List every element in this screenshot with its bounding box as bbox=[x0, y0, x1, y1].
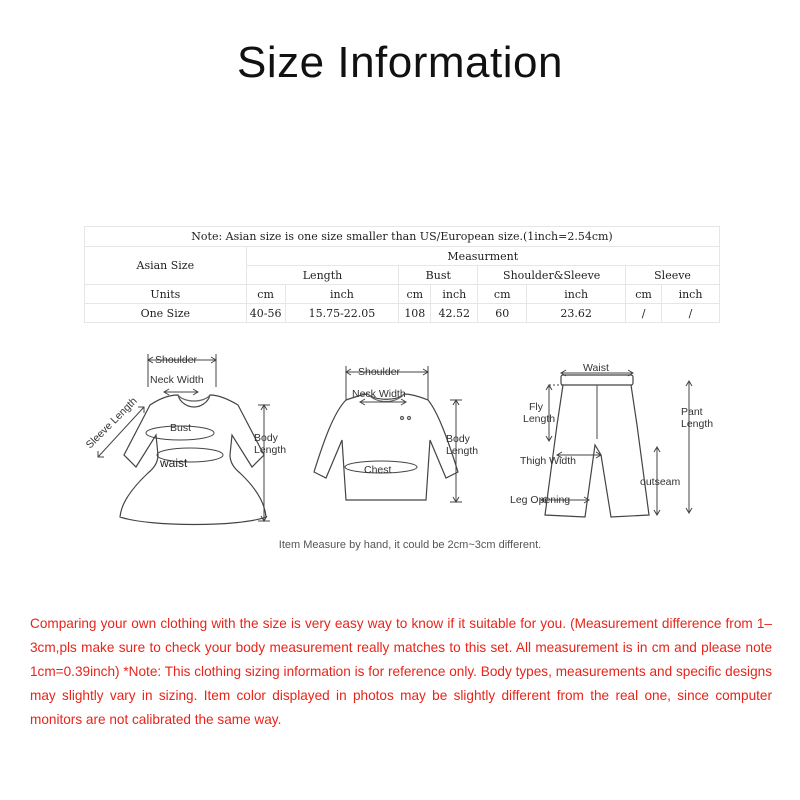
pants-pant-length-label-1: Pant bbox=[681, 406, 703, 418]
dress-body-length-label-1: Body bbox=[254, 432, 278, 444]
group-header-bust: Bust bbox=[399, 266, 478, 285]
group-header-shoulder-sleeve: Shoulder&Sleeve bbox=[478, 266, 626, 285]
unit-cell: inch bbox=[431, 285, 478, 304]
unit-cell: cm bbox=[246, 285, 285, 304]
asian-size-header: Asian Size bbox=[85, 247, 247, 285]
value-cell: 40-56 bbox=[246, 304, 285, 323]
value-cell: 60 bbox=[478, 304, 527, 323]
value-cell: / bbox=[662, 304, 720, 323]
pants-diagram bbox=[505, 355, 725, 535]
disclaimer-text: Comparing your own clothing with the size is very easy way to know if it suitable for you. (Measurement difference from 1– 3cm,pls make sure to check your body measurement really matches to this set. All measurement is in cm and please note 1cm=0.39inch) *Note: This clothing sizing information is for reference only. Body types, measurements and specific designs may slightly vary in sizing. Item color displayed in photos may be slightly different from the real one, since computer monitors are not calibrated the same way. bbox=[30, 616, 772, 727]
dress-neck-width-label: Neck Width bbox=[150, 374, 204, 386]
pants-thigh-width-label: Thigh Width bbox=[520, 455, 577, 467]
unit-cell: cm bbox=[399, 285, 431, 304]
unit-cell: cm bbox=[626, 285, 662, 304]
value-cell: 42.52 bbox=[431, 304, 478, 323]
dress-waist-label: waist bbox=[160, 456, 188, 470]
pants-fly-length-label-2: Length bbox=[523, 413, 556, 425]
value-cell: 108 bbox=[399, 304, 431, 323]
group-header-sleeve: Sleeve bbox=[626, 266, 720, 285]
measure-note: Item Measure by hand, it could be 2cm~3cm different. bbox=[278, 539, 542, 551]
pants-pant-length-label-2: Length bbox=[681, 418, 714, 430]
pants-fly-length-label-1: Fly bbox=[529, 401, 543, 413]
table-note-row bbox=[85, 227, 720, 247]
group-header-length: Length bbox=[246, 266, 399, 285]
dress-bust-label: Bust bbox=[170, 422, 192, 434]
top-shoulder-label: Shoulder bbox=[358, 366, 401, 378]
pants-illustration bbox=[505, 355, 725, 530]
pants-outseam-label: outseam bbox=[640, 476, 681, 488]
unit-cell: cm bbox=[478, 285, 527, 304]
top-body-length-label-1: Body bbox=[446, 433, 470, 445]
unit-cell: inch bbox=[527, 285, 626, 304]
page-title: Size Information bbox=[237, 38, 563, 87]
table-row bbox=[85, 304, 720, 323]
unit-cell: inch bbox=[662, 285, 720, 304]
measurement-header: Measurment bbox=[246, 247, 719, 266]
pants-leg-opening-label: Leg Opening bbox=[510, 494, 571, 506]
dress-shoulder-label: Shoulder bbox=[155, 354, 198, 366]
size-table bbox=[84, 226, 720, 323]
table-units-row bbox=[85, 285, 720, 304]
units-label: Units bbox=[85, 285, 247, 304]
value-cell: 15.75-22.05 bbox=[285, 304, 399, 323]
top-diagram bbox=[298, 360, 498, 525]
dress-diagram bbox=[80, 345, 300, 535]
dress-sleeve-length-label: Sleeve Length bbox=[83, 395, 140, 452]
value-cell: / bbox=[626, 304, 662, 323]
pants-waist-label: Waist bbox=[583, 362, 609, 374]
top-illustration bbox=[298, 360, 498, 520]
size-cell: One Size bbox=[85, 304, 247, 323]
table-note: Note: Asian size is one size smaller than US/European size.(1inch=2.54cm) bbox=[85, 227, 720, 247]
value-cell: 23.62 bbox=[527, 304, 626, 323]
top-neck-width-label: Neck Width bbox=[352, 388, 406, 400]
dress-body-length-label-2: Length bbox=[254, 444, 287, 456]
unit-cell: inch bbox=[285, 285, 399, 304]
top-body-length-label-2: Length bbox=[446, 445, 479, 457]
dress-illustration bbox=[80, 345, 300, 530]
top-chest-label: Chest bbox=[364, 464, 392, 476]
table-header-row bbox=[85, 247, 720, 266]
